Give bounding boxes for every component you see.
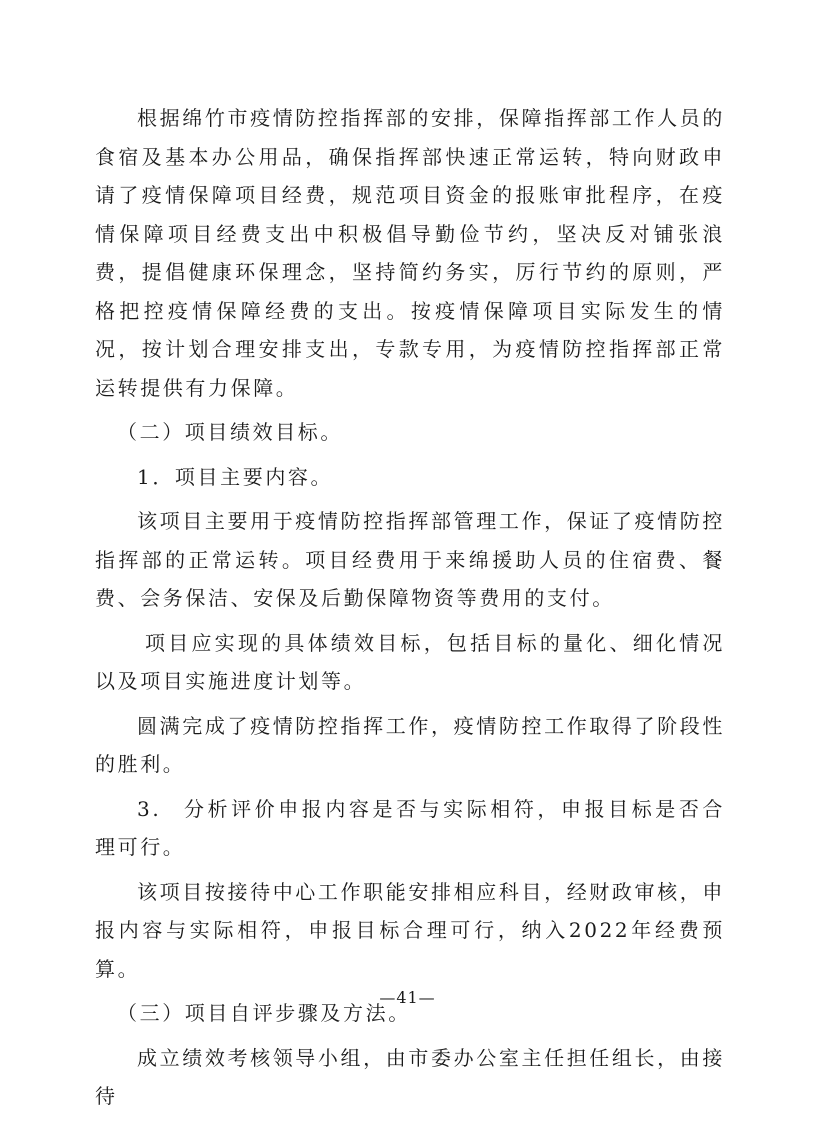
paragraph-leadership-group: 成立绩效考核领导小组，由市委办公室主任担任组长，由接待 [95,1045,725,1108]
paragraph-budget: 该项目按接待中心工作职能安排相应科目，经财政审核，申报内容与实际相符，申报目标合理可行，纳入2022年经费预算。 [95,879,725,981]
document-body [95,99,725,1122]
paragraph-numbered-analysis [95,790,725,867]
section-heading-self-evaluation: （三）项目自评步骤及方法。 [117,1001,411,1025]
paragraph-completion: 圆满完成了疫情防控指挥工作，疫情防控工作取得了阶段性的胜利。 [95,713,725,776]
list-item-text: 分析评价申报内容是否与实际相符，申报目标是否合理可行。 [95,796,725,859]
list-number: 3. [137,796,162,821]
subheading-main-content: 1．项目主要内容。 [137,464,334,489]
page-number: —41— [379,988,436,1007]
paragraph-background: 根据绵竹市疫情防控指挥部的安排，保障指挥部工作人员的食宿及基本办公用品，确保指挥部快速正常运转，特向财政申请了疫情保障项目经费，规范项目资金的报账审批程序，在疫情保障项目经费支出中积极倡导勤俭节约，坚决反对铺张浪费，提倡健康环保理念，坚持简约务实，厉行节约的原则，严格把控疫情保障经费的支出。按疫情保障项目实际发生的情况，按计划合理安排支出，专款专用，为疫情防控指挥部正常运转提供有力保障。 [95,106,725,400]
section-heading-performance-goals: （二）项目绩效目标。 [117,420,343,444]
paragraph-main-content: 该项目主要用于疫情防控指挥部管理工作，保证了疫情防控指挥部的正常运转。项目经费用于来绵援助人员的住宿费、餐费、会务保洁、安保及后勤保障物资等费用的支付。 [95,509,725,610]
paragraph-specific-goals: 项目应实现的具体绩效目标，包括目标的量化、细化情况以及项目实施进度计划等。 [95,630,725,693]
